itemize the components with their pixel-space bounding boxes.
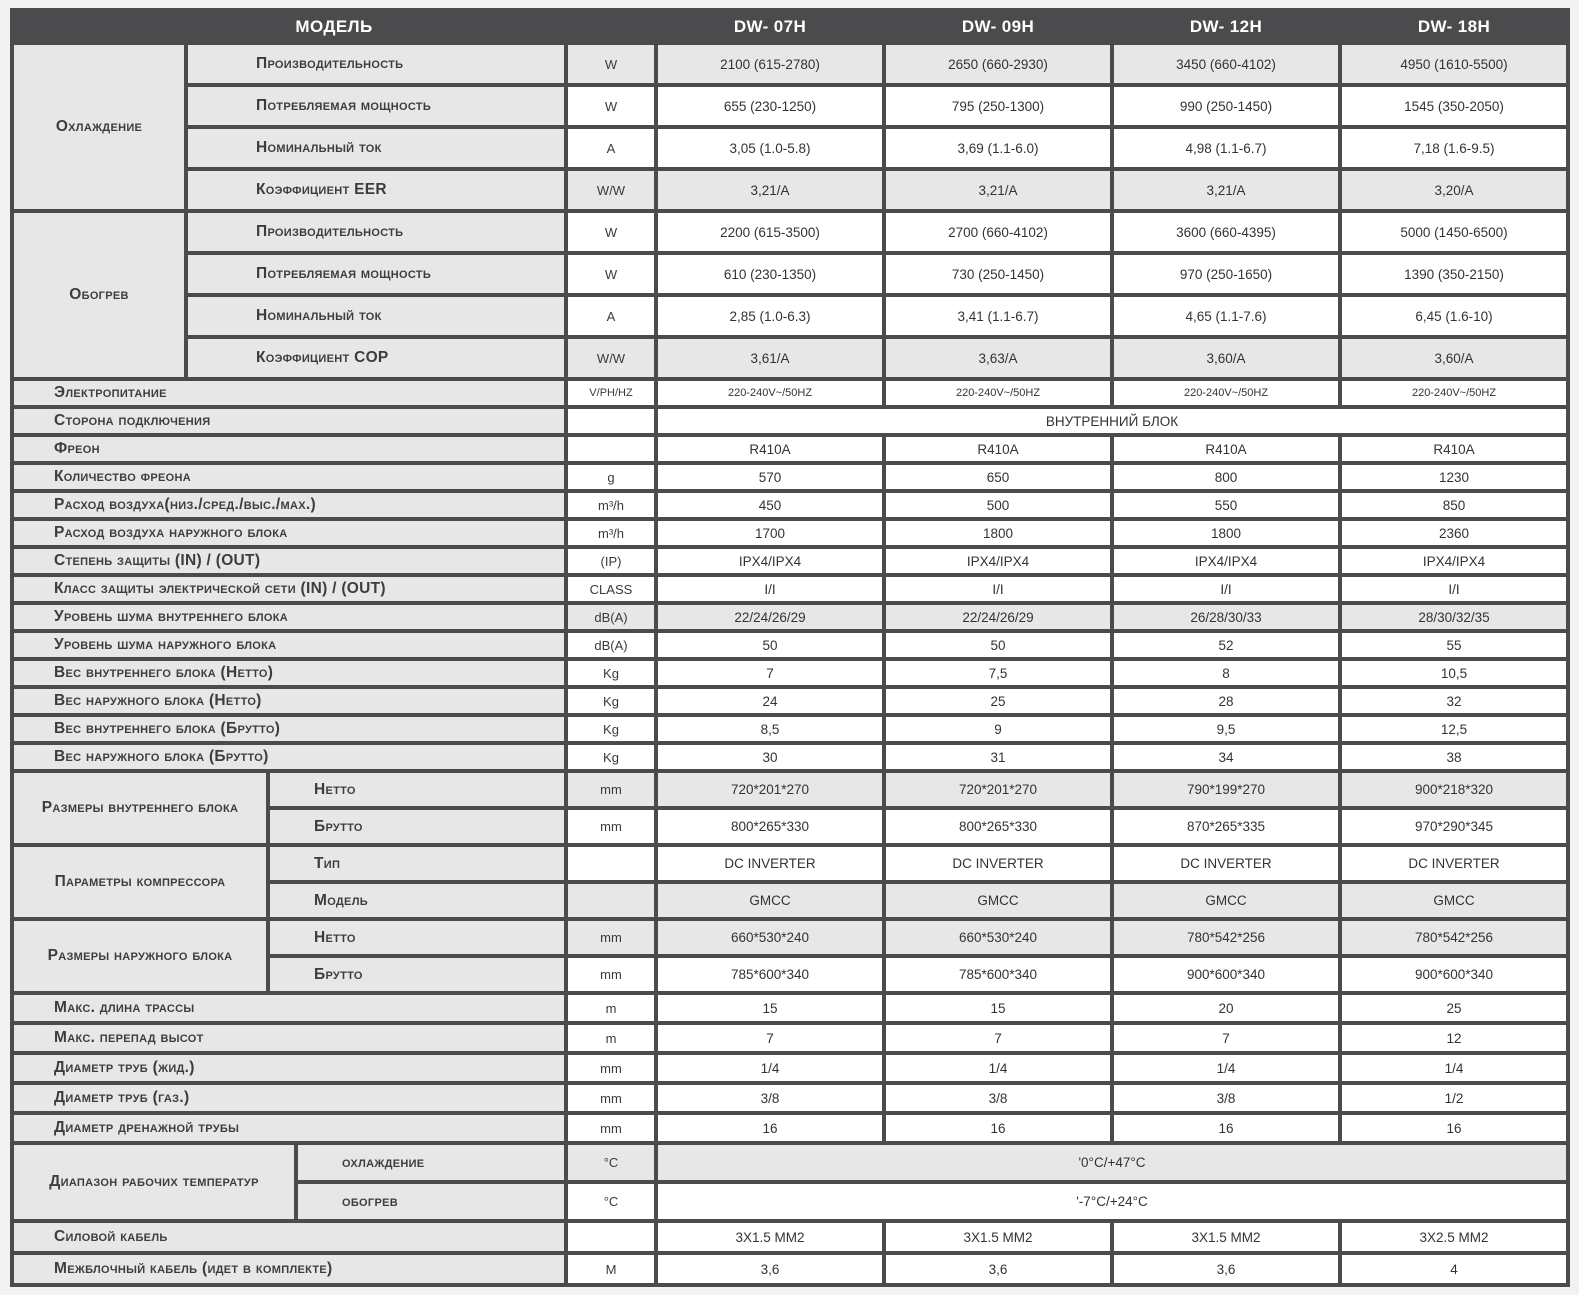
row-label: Уровень шума внутреннего блока: [14, 605, 564, 629]
row-label: Потребляемая мощность: [188, 87, 564, 125]
unit-cell: m: [568, 995, 654, 1021]
value-cell: 3,69 (1.1-6.0): [886, 129, 1110, 167]
table-row: [14, 549, 1566, 573]
value-cell: I/I: [1342, 577, 1566, 601]
value-cell: GMCC: [1114, 884, 1338, 917]
value-cell: 3,63/A: [886, 339, 1110, 377]
value-cell: R410A: [1342, 437, 1566, 461]
value-cell: 1700: [658, 521, 882, 545]
unit-cell: [568, 409, 654, 433]
row-label: Диаметр дренажной трубы: [14, 1115, 564, 1141]
table-row: [14, 381, 1566, 405]
value-cell: 16: [886, 1115, 1110, 1141]
value-cell: 3,20/A: [1342, 171, 1566, 209]
table-row: [14, 995, 1566, 1021]
table-row: [14, 171, 1566, 209]
value-cell: 785*600*340: [658, 958, 882, 991]
unit-cell: mm: [568, 810, 654, 843]
table-row: [14, 773, 1566, 806]
table-row: [14, 661, 1566, 685]
value-cell: 3/8: [1114, 1085, 1338, 1111]
value-cell: 780*542*256: [1114, 921, 1338, 954]
value-cell: 4,65 (1.1-7.6): [1114, 297, 1338, 335]
value-cell: 795 (250-1300): [886, 87, 1110, 125]
value-cell: 1/4: [658, 1055, 882, 1081]
value-cell: 50: [886, 633, 1110, 657]
row-label: Коэффициент COP: [188, 339, 564, 377]
unit-cell: °C: [568, 1145, 654, 1180]
section-label: Размеры наружного блока: [14, 921, 266, 991]
section-label: Охлаждение: [14, 45, 184, 209]
table-header-model-label: МОДЕЛЬ: [14, 12, 654, 41]
table-row: [14, 1055, 1566, 1081]
value-cell: 220-240V~/50HZ: [658, 381, 882, 405]
row-label: Расход воздуха наружного блока: [14, 521, 564, 545]
value-cell: 970*290*345: [1342, 810, 1566, 843]
value-cell: 220-240V~/50HZ: [886, 381, 1110, 405]
row-label: Нетто: [270, 921, 564, 954]
table-row: [14, 213, 1566, 251]
value-cell: 12,5: [1342, 717, 1566, 741]
value-cell: 12: [1342, 1025, 1566, 1051]
unit-cell: m: [568, 1025, 654, 1051]
value-cell: 28/30/32/35: [1342, 605, 1566, 629]
table-row: [14, 633, 1566, 657]
value-cell: 3,05 (1.0-5.8): [658, 129, 882, 167]
value-cell: 16: [1342, 1115, 1566, 1141]
value-cell: 15: [886, 995, 1110, 1021]
value-cell: GMCC: [1342, 884, 1566, 917]
value-cell: 730 (250-1450): [886, 255, 1110, 293]
value-cell: IPX4/IPX4: [1342, 549, 1566, 573]
row-label: Номинальный ток: [188, 129, 564, 167]
value-cell: 3,60/A: [1342, 339, 1566, 377]
column-header-model-2: DW- 09H: [886, 12, 1110, 41]
value-cell: 26/28/30/33: [1114, 605, 1338, 629]
row-label: Брутто: [270, 810, 564, 843]
value-cell: DC INVERTER: [658, 847, 882, 880]
row-label: Производительность: [188, 45, 564, 83]
row-label: Нетто: [270, 773, 564, 806]
row-label: Уровень шума наружного блока: [14, 633, 564, 657]
value-cell: 1545 (350-2050): [1342, 87, 1566, 125]
value-cell: IPX4/IPX4: [658, 549, 882, 573]
value-cell: 24: [658, 689, 882, 713]
value-cell: 1800: [1114, 521, 1338, 545]
unit-cell: [568, 884, 654, 917]
row-label: Межблочный кабель (идет в комплекте): [14, 1255, 564, 1283]
value-cell: 15: [658, 995, 882, 1021]
table-row: [14, 45, 1566, 83]
unit-cell: °C: [568, 1184, 654, 1219]
table-row: [14, 745, 1566, 769]
spec-sheet: [10, 8, 1570, 1287]
value-cell: DC INVERTER: [886, 847, 1110, 880]
value-cell: 850: [1342, 493, 1566, 517]
unit-cell: Kg: [568, 689, 654, 713]
unit-cell: A: [568, 129, 654, 167]
value-cell: 6,45 (1.6-10): [1342, 297, 1566, 335]
row-label: Макс. перепад высот: [14, 1025, 564, 1051]
value-cell: 800*265*330: [886, 810, 1110, 843]
row-label: Макс. длина трассы: [14, 995, 564, 1021]
value-cell: 55: [1342, 633, 1566, 657]
table-row: [14, 847, 1566, 880]
value-cell: 3,41 (1.1-6.7): [886, 297, 1110, 335]
row-label: Силовой кабель: [14, 1223, 564, 1251]
table-row: [14, 437, 1566, 461]
value-cell: 220-240V~/50HZ: [1114, 381, 1338, 405]
unit-cell: mm: [568, 1085, 654, 1111]
unit-cell: m³/h: [568, 521, 654, 545]
value-cell: 8,5: [658, 717, 882, 741]
value-cell: I/I: [886, 577, 1110, 601]
value-cell: 2700 (660-4102): [886, 213, 1110, 251]
value-cell: 7,18 (1.6-9.5): [1342, 129, 1566, 167]
column-header-model-3: DW- 12H: [1114, 12, 1338, 41]
value-cell: 2650 (660-2930): [886, 45, 1110, 83]
row-label: Вес внутреннего блока (Брутто): [14, 717, 564, 741]
row-label: охлаждение: [298, 1145, 564, 1180]
value-cell: 450: [658, 493, 882, 517]
value-cell: 16: [1114, 1115, 1338, 1141]
row-label: Электропитание: [14, 381, 564, 405]
value-cell: 1800: [886, 521, 1110, 545]
value-cell: 550: [1114, 493, 1338, 517]
row-label: Вес внутреннего блока (Нетто): [14, 661, 564, 685]
value-cell: 800*265*330: [658, 810, 882, 843]
column-header-model-4: DW- 18H: [1342, 12, 1566, 41]
value-cell: 8: [1114, 661, 1338, 685]
value-cell: 20: [1114, 995, 1338, 1021]
value-cell: DC INVERTER: [1342, 847, 1566, 880]
value-cell: 3,6: [658, 1255, 882, 1283]
value-cell: 4,98 (1.1-6.7): [1114, 129, 1338, 167]
value-cell: 990 (250-1450): [1114, 87, 1338, 125]
unit-cell: W: [568, 213, 654, 251]
value-cell: 660*530*240: [658, 921, 882, 954]
value-cell: 3,6: [886, 1255, 1110, 1283]
value-cell: R410A: [658, 437, 882, 461]
table-row: [14, 87, 1566, 125]
section-label: Обогрев: [14, 213, 184, 377]
row-label: Вес наружного блока (Брутто): [14, 745, 564, 769]
value-cell: 38: [1342, 745, 1566, 769]
table-row: [14, 1255, 1566, 1283]
table-row: [14, 1115, 1566, 1141]
unit-cell: mm: [568, 1115, 654, 1141]
value-cell: 31: [886, 745, 1110, 769]
value-cell: 28: [1114, 689, 1338, 713]
unit-cell: CLASS: [568, 577, 654, 601]
value-cell: I/I: [1114, 577, 1338, 601]
value-cell: 900*600*340: [1114, 958, 1338, 991]
value-cell: 7,5: [886, 661, 1110, 685]
section-label: Размеры внутреннего блока: [14, 773, 266, 843]
header-row: [14, 12, 1566, 41]
value-cell: DC INVERTER: [1114, 847, 1338, 880]
row-label: Коэффициент EER: [188, 171, 564, 209]
value-cell: 9,5: [1114, 717, 1338, 741]
unit-cell: V/PH/HZ: [568, 381, 654, 405]
table-row: [14, 339, 1566, 377]
table-row: [14, 1223, 1566, 1251]
value-cell: 720*201*270: [658, 773, 882, 806]
value-cell: 3,60/A: [1114, 339, 1338, 377]
table-row: [14, 1025, 1566, 1051]
unit-cell: Kg: [568, 745, 654, 769]
unit-cell: W: [568, 87, 654, 125]
unit-cell: m³/h: [568, 493, 654, 517]
table-row: [14, 129, 1566, 167]
value-cell-spanned: '-7°C/+24°C: [658, 1184, 1566, 1219]
value-cell: 3,6: [1114, 1255, 1338, 1283]
unit-cell: g: [568, 465, 654, 489]
value-cell: 16: [658, 1115, 882, 1141]
value-cell: 3,21/A: [886, 171, 1110, 209]
value-cell: 7: [658, 1025, 882, 1051]
table-row: [14, 409, 1566, 433]
unit-cell: Kg: [568, 717, 654, 741]
table-row: [14, 493, 1566, 517]
value-cell: 220-240V~/50HZ: [1342, 381, 1566, 405]
table-row: [14, 577, 1566, 601]
value-cell: 3X1.5 ММ2: [886, 1223, 1110, 1251]
value-cell: 655 (230-1250): [658, 87, 882, 125]
value-cell: 25: [886, 689, 1110, 713]
value-cell: 1390 (350-2150): [1342, 255, 1566, 293]
unit-cell: mm: [568, 1055, 654, 1081]
value-cell: 30: [658, 745, 882, 769]
value-cell: 1/4: [1342, 1055, 1566, 1081]
value-cell: 3600 (660-4395): [1114, 213, 1338, 251]
spec-table: [10, 8, 1570, 1287]
value-cell: 22/24/26/29: [886, 605, 1110, 629]
value-cell: 790*199*270: [1114, 773, 1338, 806]
value-cell: IPX4/IPX4: [886, 549, 1110, 573]
value-cell: 5000 (1450-6500): [1342, 213, 1566, 251]
value-cell: I/I: [658, 577, 882, 601]
value-cell: 32: [1342, 689, 1566, 713]
value-cell: 3X2.5 ММ2: [1342, 1223, 1566, 1251]
value-cell-spanned: ВНУТРЕННИЙ БЛОК: [658, 409, 1566, 433]
value-cell: 970 (250-1650): [1114, 255, 1338, 293]
row-label: Диаметр труб (жид.): [14, 1055, 564, 1081]
unit-cell: W/W: [568, 171, 654, 209]
value-cell: 660*530*240: [886, 921, 1110, 954]
spec-table-rows: [14, 45, 1566, 1283]
value-cell: 3,21/A: [658, 171, 882, 209]
row-label: Класс защиты электрической сети (IN) / (OUT): [14, 577, 564, 601]
value-cell: 1230: [1342, 465, 1566, 489]
value-cell: 800: [1114, 465, 1338, 489]
row-label: Потребляемая мощность: [188, 255, 564, 293]
unit-cell: dB(A): [568, 605, 654, 629]
value-cell: 870*265*335: [1114, 810, 1338, 843]
table-row: [14, 605, 1566, 629]
unit-cell: W/W: [568, 339, 654, 377]
section-label: Параметры компрессора: [14, 847, 266, 917]
value-cell: 900*218*320: [1342, 773, 1566, 806]
unit-cell: M: [568, 1255, 654, 1283]
value-cell: 2200 (615-3500): [658, 213, 882, 251]
value-cell-spanned: '0°C/+47°C: [658, 1145, 1566, 1180]
value-cell: 780*542*256: [1342, 921, 1566, 954]
value-cell: 4950 (1610-5500): [1342, 45, 1566, 83]
value-cell: 610 (230-1350): [658, 255, 882, 293]
table-row: [14, 255, 1566, 293]
value-cell: 7: [658, 661, 882, 685]
unit-cell: mm: [568, 773, 654, 806]
unit-cell: [568, 847, 654, 880]
value-cell: 1/4: [1114, 1055, 1338, 1081]
row-label: Фреон: [14, 437, 564, 461]
row-label: Вес наружного блока (Нетто): [14, 689, 564, 713]
row-label: Тип: [270, 847, 564, 880]
value-cell: 3X1.5 ММ2: [658, 1223, 882, 1251]
value-cell: 10,5: [1342, 661, 1566, 685]
table-row: [14, 521, 1566, 545]
unit-cell: Kg: [568, 661, 654, 685]
row-label: Модель: [270, 884, 564, 917]
value-cell: 500: [886, 493, 1110, 517]
value-cell: 2100 (615-2780): [658, 45, 882, 83]
value-cell: IPX4/IPX4: [1114, 549, 1338, 573]
table-row: [14, 689, 1566, 713]
value-cell: 4: [1342, 1255, 1566, 1283]
table-row: [14, 921, 1566, 954]
unit-cell: [568, 437, 654, 461]
value-cell: 7: [886, 1025, 1110, 1051]
row-label: Расход воздуха(низ./сред./выс./мах.): [14, 493, 564, 517]
value-cell: 900*600*340: [1342, 958, 1566, 991]
value-cell: 25: [1342, 995, 1566, 1021]
value-cell: 3,61/A: [658, 339, 882, 377]
value-cell: 34: [1114, 745, 1338, 769]
value-cell: 650: [886, 465, 1110, 489]
value-cell: R410A: [886, 437, 1110, 461]
table-row: [14, 1145, 1566, 1180]
value-cell: R410A: [1114, 437, 1338, 461]
value-cell: 9: [886, 717, 1110, 741]
row-label: Сторона подключения: [14, 409, 564, 433]
value-cell: 570: [658, 465, 882, 489]
table-row: [14, 1085, 1566, 1111]
value-cell: GMCC: [658, 884, 882, 917]
value-cell: 50: [658, 633, 882, 657]
unit-cell: [568, 1223, 654, 1251]
unit-cell: (IP): [568, 549, 654, 573]
value-cell: 720*201*270: [886, 773, 1110, 806]
row-label: Номинальный ток: [188, 297, 564, 335]
value-cell: 3/8: [886, 1085, 1110, 1111]
value-cell: 3450 (660-4102): [1114, 45, 1338, 83]
row-label: Брутто: [270, 958, 564, 991]
value-cell: 785*600*340: [886, 958, 1110, 991]
value-cell: 1/4: [886, 1055, 1110, 1081]
value-cell: 3,21/A: [1114, 171, 1338, 209]
unit-cell: mm: [568, 958, 654, 991]
unit-cell: mm: [568, 921, 654, 954]
table-row: [14, 465, 1566, 489]
table-row: [14, 717, 1566, 741]
value-cell: GMCC: [886, 884, 1110, 917]
row-label: Производительность: [188, 213, 564, 251]
value-cell: 3/8: [658, 1085, 882, 1111]
unit-cell: A: [568, 297, 654, 335]
value-cell: 2,85 (1.0-6.3): [658, 297, 882, 335]
table-row: [14, 297, 1566, 335]
value-cell: 3X1.5 ММ2: [1114, 1223, 1338, 1251]
column-header-model-1: DW- 07H: [658, 12, 882, 41]
unit-cell: W: [568, 45, 654, 83]
row-label: Диаметр труб (газ.): [14, 1085, 564, 1111]
row-label: обогрев: [298, 1184, 564, 1219]
value-cell: 22/24/26/29: [658, 605, 882, 629]
value-cell: 52: [1114, 633, 1338, 657]
unit-cell: dB(A): [568, 633, 654, 657]
row-label: Количество фреона: [14, 465, 564, 489]
value-cell: 1/2: [1342, 1085, 1566, 1111]
unit-cell: W: [568, 255, 654, 293]
value-cell: 2360: [1342, 521, 1566, 545]
value-cell: 7: [1114, 1025, 1338, 1051]
section-label: Диапазон рабочих температур: [14, 1145, 294, 1219]
row-label: Степень защиты (IN) / (OUT): [14, 549, 564, 573]
